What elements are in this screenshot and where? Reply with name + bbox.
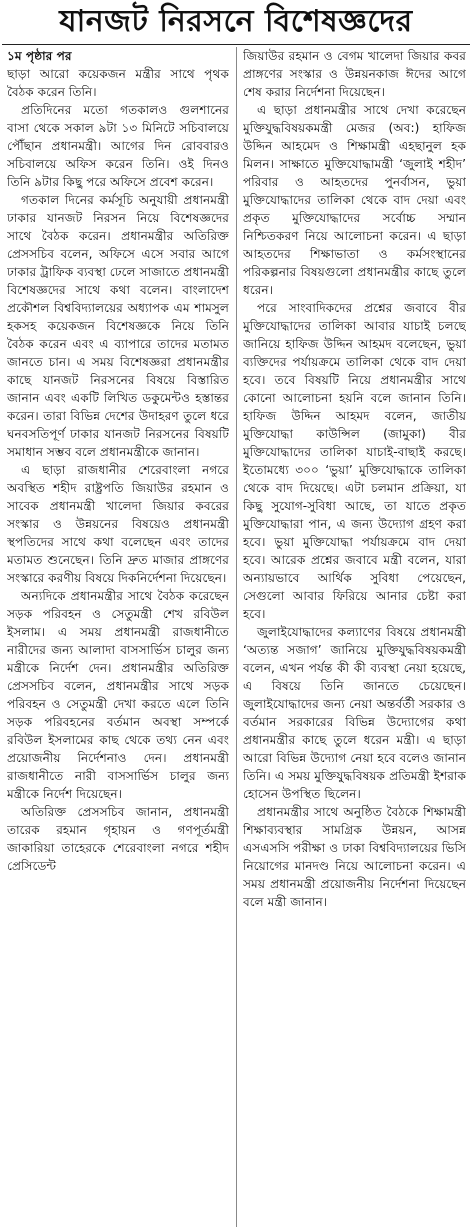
paragraph: এ ছাড়া রাজধানীর শেরেবাংলা নগরে অবস্থিত শহীদ রাষ্ট্রপতি জিয়াউর রহমান ও সাবেক প্রধানমন্ত্রী খালেদা জিয়ার কবরের সংস্কার ও উন্নয়নের বিষয়েও প্রধানমন্ত্রী স্থপতিদের সাথে কথা বলেছেন এবং তাদের মতামত শুনেছেন। তিনি দ্রুত মাজার প্রাঙ্গণের সংস্কারে করণীয় বিষয়ে দিকনির্দেশনা দিয়েছেন। <box>7 463 229 585</box>
column-divider <box>236 47 237 1227</box>
article-column-left <box>7 47 229 1227</box>
paragraph: গতকাল দিনের কর্মসূচি অনুযায়ী প্রধানমন্ত্রী ঢাকার যানজট নিরসন নিয়ে বিশেষজ্ঞদের সাথে বৈঠক করেন। প্রধানমন্ত্রীর অতিরিক্ত প্রেসসচিব বলেন, অফিসে এসে সবার আগে ঢাকার ট্রাফিক ব্যবস্থা ঢেলে সাজাতে প্রধানমন্ত্রী বিশেষজ্ঞদের সাথে কথা বলেন। বাংলাদেশ প্রকৌশল বিশ্ববিদ্যালয়ের অধ্যাপক এম শামসুল হকসহ কয়েকজন বিশেষজ্ঞকে নিয়ে তিনি বৈঠক করেন এবং এ ব্যাপারে তাদের মতামত জানতে চান। এ সময় বিশেষজ্ঞরা প্রধানমন্ত্রীর কাছে যানজট নিরসনের বিষয়ে বিস্তারিত জানান এবং একটি লিখিত ডকুমেন্টও হস্তান্তর করেন। তারা বিভিন্ন দেশের উদাহরণ তুলে ধরে ঘনবসতিপূর্ণ ঢাকার যানজট নিরসনের বিষয়টি সমাধান সম্ভব বলে প্রধানমন্ত্রীকে জানান। <box>7 193 229 459</box>
headline: যানজট নিরসনে বিশেষজ্ঞদের <box>59 4 413 39</box>
continuation-label: ১ম পৃষ্ঠার পর <box>7 49 72 63</box>
paragraph: জিয়াউর রহমান ও বেগম খালেদা জিয়ার কবর প্রাঙ্গণের সংস্কার ও উন্নয়নকাজ ঈদের আগে শেষ করার নির্দেশনা দিয়েছেন। <box>243 49 466 99</box>
paragraph: এ ছাড়া প্রধানমন্ত্রীর সাথে দেখা করেছেন মুক্তিযুদ্ধবিষয়কমন্ত্রী মেজর (অব:) হাফিজ উদ্দিন আহমেদ ও শিক্ষামন্ত্রী এহছানুল হক মিলন। সাক্ষাতে মুক্তিযোদ্ধামন্ত্রী ‘জুলাই শহীদ’ পরিবার ও আহতদের পুনর্বাসন, ভুয়া মুক্তিযোদ্ধাদের তালিকা থেকে বাদ দেয়া এবং প্রকৃত মুক্তিযোদ্ধাদের সর্বোচ্চ সম্মান নিশ্চিতকরণ নিয়ে আলোচনা করেন। এ ছাড়া আহতদের শিক্ষাভাতা ও কর্মসংস্থানের পরিকল্পনার বিষয়গুলো প্রধানমন্ত্রীর কাছে তুলে ধরেন। <box>243 103 466 297</box>
paragraph: অতিরিক্ত প্রেসসচিব জানান, প্রধানমন্ত্রী তারেক রহমান গৃহায়ন ও গণপূর্তমন্ত্রী জাকারিয়া তাহেরকে শেরেবাংলা নগরে শহীদ প্রেসিডেন্ট <box>7 805 229 873</box>
paragraph: প্রধানমন্ত্রীর সাথে অনুষ্ঠিত বৈঠকে শিক্ষামন্ত্রী শিক্ষাব্যবস্থার সামগ্রিক উন্নয়ন, আসন্ন এসএসসি পরীক্ষা ও ঢাকা বিশ্ববিদ্যালয়ের ভিসি নিয়োগের মানদণ্ড নিয়ে আলোচনা করেন। এ সময় প্রধানমন্ত্রী প্রয়োজনীয় নির্দেশনা দিয়েছেন বলে মন্ত্রী জানান। <box>243 805 466 909</box>
paragraph: পরে সাংবাদিকদের প্রশ্নের জবাবে বীর মুক্তিযোদ্ধাদের তালিকা আবার যাচাই চলছে জানিয়ে হাফিজ উদ্দিন আহমদ বলেছেন, ভুয়া ব্যক্তিদের পর্যায়ক্রমে তালিকা থেকে বাদ দেয়া হবে। তবে বিষয়টি নিয়ে প্রধানমন্ত্রীর সাথে কোনো আলোচনা হয়নি বলে জানান তিনি। হাফিজ উদ্দিন আহমদ বলেন, জাতীয় মুক্তিযোদ্ধা কাউন্সিল (জামুকা) বীর মুক্তিযোদ্ধাদের তালিকা যাচাই-বাছাই করছে। ইতোমধ্যে ৩০০ ‘ভুয়া’ মুক্তিযোদ্ধাকে তালিকা থেকে বাদ দিয়েছে। এটা চলমান প্রক্রিয়া, যা কিছু সুযোগ-সুবিধা আছে, তা যাতে প্রকৃত মুক্তিযোদ্ধারা পান, এ জন্য উদ্যোগ গ্রহণ করা হবে। ভুয়া মুক্তিযোদ্ধা পর্যায়ক্রমে বাদ দেয়া হবে। আরেক প্রশ্নের জবাবে মন্ত্রী বলেন, যারা অন্যায়ভাবে আর্থিক সুবিধা পেয়েছেন, সেগুলো আবার ফিরিয়ে আনার চেষ্টা করা হবে। <box>243 301 466 621</box>
paragraph: অন্যদিকে প্রধানমন্ত্রীর সাথে বৈঠক করেছেন সড়ক পরিবহন ও সেতুমন্ত্রী শেখ রবিউল ইসলাম। এ সময় প্রধানমন্ত্রী রাজধানীতে নারীদের জন্য আলাদা বাসসার্ভিস চালুর জন্য মন্ত্রীকে নির্দেশ দেন। প্রধানমন্ত্রীর অতিরিক্ত প্রেসসচিব বলেন, প্রধানমন্ত্রীর সাথে সড়ক পরিবহন ও সেতুমন্ত্রী দেখা করতে এলে তিনি সড়ক পরিবহনের বর্তমান অবস্থা সম্পর্কে রবিউল ইসলামের কাছ থেকে তথ্য নেন এবং প্রয়োজনীয় নির্দেশনাও দেন। প্রধানমন্ত্রী রাজধানীতে নারী বাসসার্ভিস চালুর জন্য মন্ত্রীকে নির্দেশ দিয়েছেন। <box>7 589 229 801</box>
paragraph: প্রতিদিনের মতো গতকালও গুলশানের বাসা থেকে সকাল ৯টা ১৩ মিনিটে সচিবালয়ে পৌঁছান প্রধানমন্ত্রী। আগের দিন রোববারও সচিবালয়ে অফিস করেন তিনি। ওই দিনও তিনি ৯টার কিছু পরে অফিসে প্রবেশ করেন। <box>7 103 229 189</box>
paragraph: ছাড়া আরো কয়েকজন মন্ত্রীর সাথে পৃথক বৈঠক করেন তিনি। <box>7 67 229 99</box>
headline-rule <box>2 44 470 45</box>
article-column-right <box>243 47 466 1227</box>
paragraph: জুলাইযোদ্ধাদের কল্যাণের বিষয়ে প্রধানমন্ত্রী ‘অত্যন্ত সজাগ’ জানিয়ে মুক্তিযুদ্ধবিষয়কমন্ত্রী বলেন, এখন পর্যন্ত কী কী ব্যবস্থা নেয়া হয়েছে, এ বিষয়ে তিনি জানতে চেয়েছেন। জুলাইযোদ্ধাদের জন্য নেয়া অন্তর্বর্তী সরকার ও বর্তমান সরকারের বিভিন্ন উদ্যোগের কথা প্রধানমন্ত্রীর কাছে তুলে ধরেন মন্ত্রী। এ ছাড়া আরো বিভিন্ন উদ্যোগ নেয়া হবে বলেও জানান তিনি। এ সময় মুক্তিযুদ্ধবিষয়ক প্রতিমন্ত্রী ইশরাক হোসেন উপস্থিত ছিলেন। <box>243 625 466 801</box>
